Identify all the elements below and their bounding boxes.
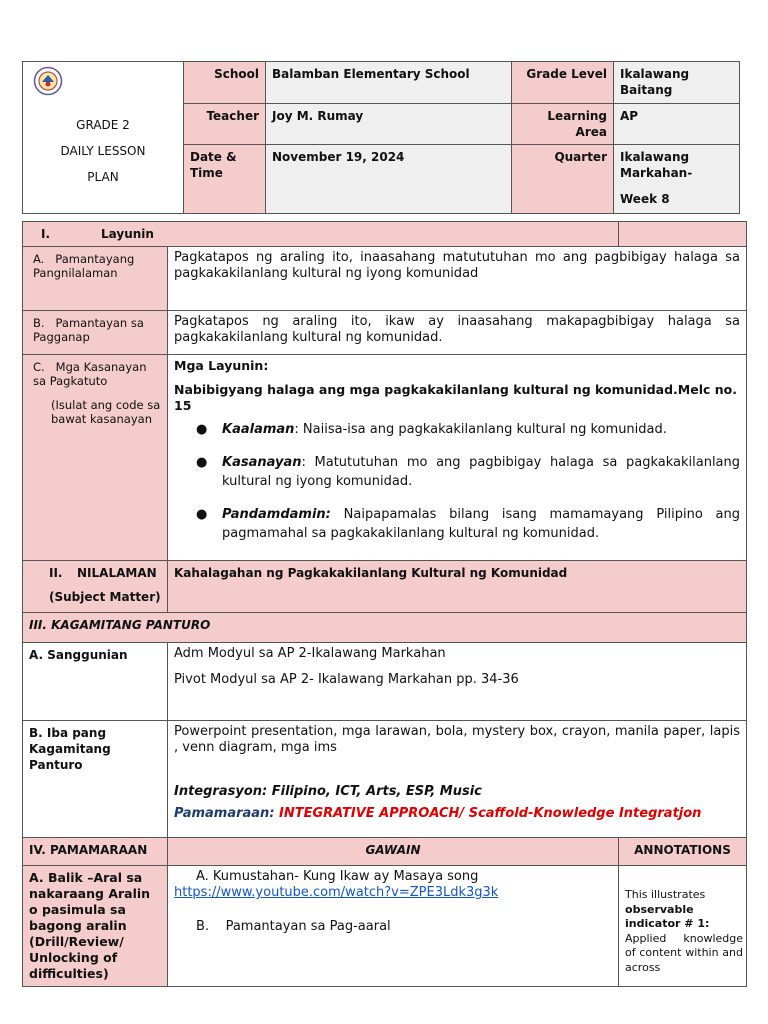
melc-text: Nabibigyang halaga ang mga pagkakakilanlang kultural ng komunidad.Melc no. 15 (174, 382, 737, 413)
annotation-line1: This illustrates (625, 888, 706, 901)
sanggunian-label: A. Sanggunian (23, 643, 168, 721)
dlp-label-line2: PLAN (87, 170, 119, 184)
layunin-heading-blank (619, 222, 747, 247)
grade-label: GRADE 2 (76, 118, 130, 132)
grade-level-label: Grade Level (512, 62, 614, 104)
nilalaman-number: II. (49, 566, 63, 580)
mga-layunin-heading: Mga Layunin: (174, 358, 269, 373)
pamantayan-sa-pagganap-label: B. Pamantayan sa Pagganap (23, 311, 168, 355)
teacher-label: Teacher (184, 104, 266, 145)
pamantayan-sa-pagganap-text: Pagkatapos ng araling ito, ikaw ay inaasahang makapagbibigay halaga sa pagkakakilanlang kultural ng komunidad. (168, 311, 747, 355)
deped-seal-icon (33, 66, 63, 96)
sanggunian-line2: Pivot Modyul sa AP 2- Ikalawang Markahan pp. 34-36 (174, 672, 519, 687)
integrasyon-text: Integrasyon: Filipino, ICT, Arts, ESP, Music (174, 784, 482, 799)
subject-matter-label: (Subject Matter) (49, 590, 161, 604)
objective-term: Pandamdamin: (222, 507, 331, 522)
objectives-list (174, 420, 740, 543)
pamantayang-pangnilalaman-text: Pagkatapos ng araling ito, inaasahang matututuhan mo ang pagbibigay halaga sa pagkakakilanlang kultural ng iyong komunidad (168, 247, 747, 311)
iba-pang-kagamitan-text: Powerpoint presentation, mga larawan, bola, mystery box, crayon, manila paper, lapis , venn diagram, mga ims (174, 724, 741, 755)
objective-text: Naipapamalas bilang isang mamamayang Pilipino ang pagmamahal sa pagkakakilanlang kultural ng komunidad. (222, 507, 741, 541)
objective-kaalaman (174, 420, 740, 439)
objective-text: : Matututuhan mo ang pagbibigay halaga sa pagkakakilanlang kultural ng iyong komunidad. (222, 455, 741, 489)
quarter-text: Ikalawang Markahan- (620, 150, 693, 180)
balik-aral-cell (168, 866, 619, 987)
school-logo-cell (23, 62, 184, 214)
pamantayan-item: B. Pamantayan sa Pag-aaral (196, 919, 391, 934)
mga-layunin-cell (168, 355, 747, 561)
layunin-heading (23, 222, 619, 247)
gawain-col-header: GAWAIN (168, 838, 619, 866)
annotations-col-header: ANNOTATIONS (619, 838, 747, 866)
iba-pang-kagamitan-cell (168, 721, 747, 838)
kagamitan-heading: III. KAGAMITANG PANTURO (23, 613, 747, 643)
mga-kasanayan-label-cell (23, 355, 168, 561)
school-value: Balamban Elementary School (266, 62, 512, 104)
header-table (22, 61, 740, 214)
annotation-cell (619, 866, 747, 987)
objective-term: Kaalaman (222, 422, 295, 437)
youtube-link[interactable]: https://www.youtube.com/watch?v=ZPE3Ldk3g3k (174, 885, 499, 900)
annotation-indicator: observable indicator # 1: (625, 902, 710, 930)
learning-area-value: AP (614, 104, 740, 145)
grade-level-value: Ikalawang Baitang (614, 62, 740, 104)
layunin-title: Layunin (101, 227, 154, 241)
quarter-value (614, 145, 740, 214)
pamamaraan-label: Pamamaraan: (174, 806, 275, 821)
lesson-plan-table (22, 221, 747, 987)
annotation-line3: Applied knowledge of content within and across (625, 931, 744, 974)
layunin-number: I. (41, 227, 51, 241)
objective-pandamdamin (174, 505, 740, 543)
sanggunian-line1: Adm Modyul sa AP 2-Ikalawang Markahan (174, 646, 446, 661)
date-value: November 19, 2024 (266, 145, 512, 214)
iba-pang-kagamitan-label: B. Iba pang Kagamitang Panturo (23, 721, 168, 838)
nilalaman-label-cell (23, 561, 168, 613)
pamantayang-pangnilalaman-label: A. Pamantayang Pangnilalaman (23, 247, 168, 311)
nilalaman-label: NILALAMAN (77, 566, 157, 580)
date-label: Date & Time (184, 145, 266, 214)
sanggunian-cell (168, 643, 747, 721)
objective-kasanayan (174, 453, 740, 491)
objective-text: : Naiisa-isa ang pagkakakilanlang kultural ng komunidad. (294, 422, 667, 437)
learning-area-label: Learning Area (512, 104, 614, 145)
mga-kasanayan-label: C. Mga Kasanayan sa Pagkatuto (33, 360, 147, 388)
school-label: School (184, 62, 266, 104)
pamamaraan-value: INTEGRATIVE APPROACH/ Scaffold-Knowledge Integratjon (274, 806, 702, 821)
dlp-label-line1: DAILY LESSON (60, 144, 146, 158)
week-text: Week 8 (620, 192, 670, 206)
objective-term: Kasanayan (222, 455, 302, 470)
pamamaraan-col-header: IV. PAMAMARAAN (23, 838, 168, 866)
mga-kasanayan-note: (Isulat ang code sa bawat kasanayan (51, 398, 161, 426)
teacher-value: Joy M. Rumay (266, 104, 512, 145)
balik-aral-label: A. Balik –Aral sa nakaraang Aralin o pasimula sa bagong aralin (Drill/Review/ Unlocking of difficulties) (23, 866, 168, 987)
quarter-label: Quarter (512, 145, 614, 214)
kumustahan-item: A. Kumustahan- Kung Ikaw ay Masaya song (196, 869, 479, 884)
nilalaman-text: Kahalagahan ng Pagkakakilanlang Kultural ng Komunidad (168, 561, 747, 613)
